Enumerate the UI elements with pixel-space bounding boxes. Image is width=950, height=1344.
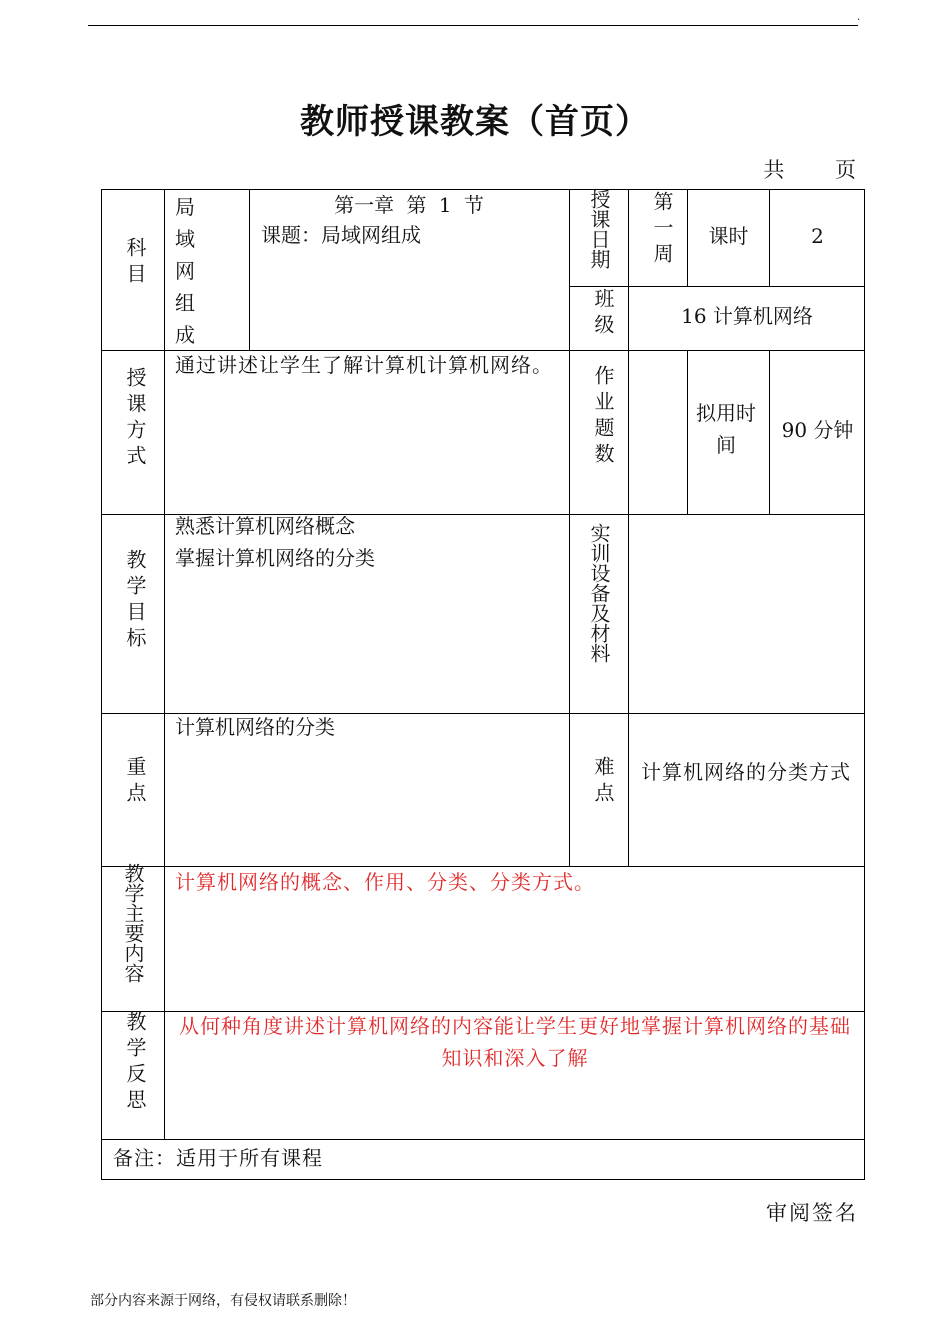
method-label: 授课方式	[123, 367, 147, 471]
corner-mark: .	[857, 12, 861, 23]
reflection-label: 教学反思	[123, 1011, 147, 1115]
header-rule	[88, 25, 858, 26]
date-label: 授课日期	[587, 189, 611, 269]
key-value: 计算机网络的分类	[175, 715, 335, 739]
difficulty-label: 难点	[591, 756, 615, 808]
class-label: 班级	[591, 288, 615, 340]
goal-label: 教学目标	[123, 549, 147, 653]
chapter-text: 第一章 第 1 节	[334, 193, 484, 217]
topic-text: 课题：局域网组成	[261, 223, 421, 247]
page-title: 教师授课教案（首页）	[300, 102, 650, 142]
equipment-label: 实训设备及材料	[587, 523, 611, 663]
method-value: 通过讲述让学生了解计算机计算机网络。	[175, 353, 553, 377]
goal-line-1: 熟悉计算机网络概念	[175, 514, 355, 538]
subject-label: 科目	[123, 237, 147, 289]
difficulty-value: 计算机网络的分类方式	[641, 760, 851, 784]
content-value: 计算机网络的概念、作用、分类、分类方式。	[175, 870, 595, 894]
reflection-value: 从何种角度讲述计算机网络的内容能让学生更好地掌握计算机网络的基础知识和深入了解	[179, 1014, 851, 1070]
page-count-label: 共 页	[763, 158, 858, 182]
footer-disclaimer: 部分内容来源于网络，有侵权请联系删除！	[90, 1293, 356, 1309]
content-label: 教学主要内容	[121, 863, 145, 983]
key-label: 重点	[123, 756, 147, 808]
note-text: 备注：适用于所有课程	[113, 1146, 323, 1170]
goal-line-2: 掌握计算机网络的分类	[175, 546, 375, 570]
review-signature-label: 审阅签名	[766, 1201, 858, 1225]
hours-value: 2	[811, 224, 824, 248]
time-value: 90 分钟	[781, 418, 854, 442]
homework-label: 作业题数	[591, 365, 615, 469]
subject-value: 局 域 网 组 成	[175, 195, 195, 347]
time-label: 拟用时间	[696, 401, 756, 457]
class-value: 16 计算机网络	[681, 304, 813, 328]
hours-label: 课时	[708, 224, 749, 248]
week-value: 第一周	[650, 191, 674, 269]
lesson-plan-table	[101, 189, 865, 1180]
